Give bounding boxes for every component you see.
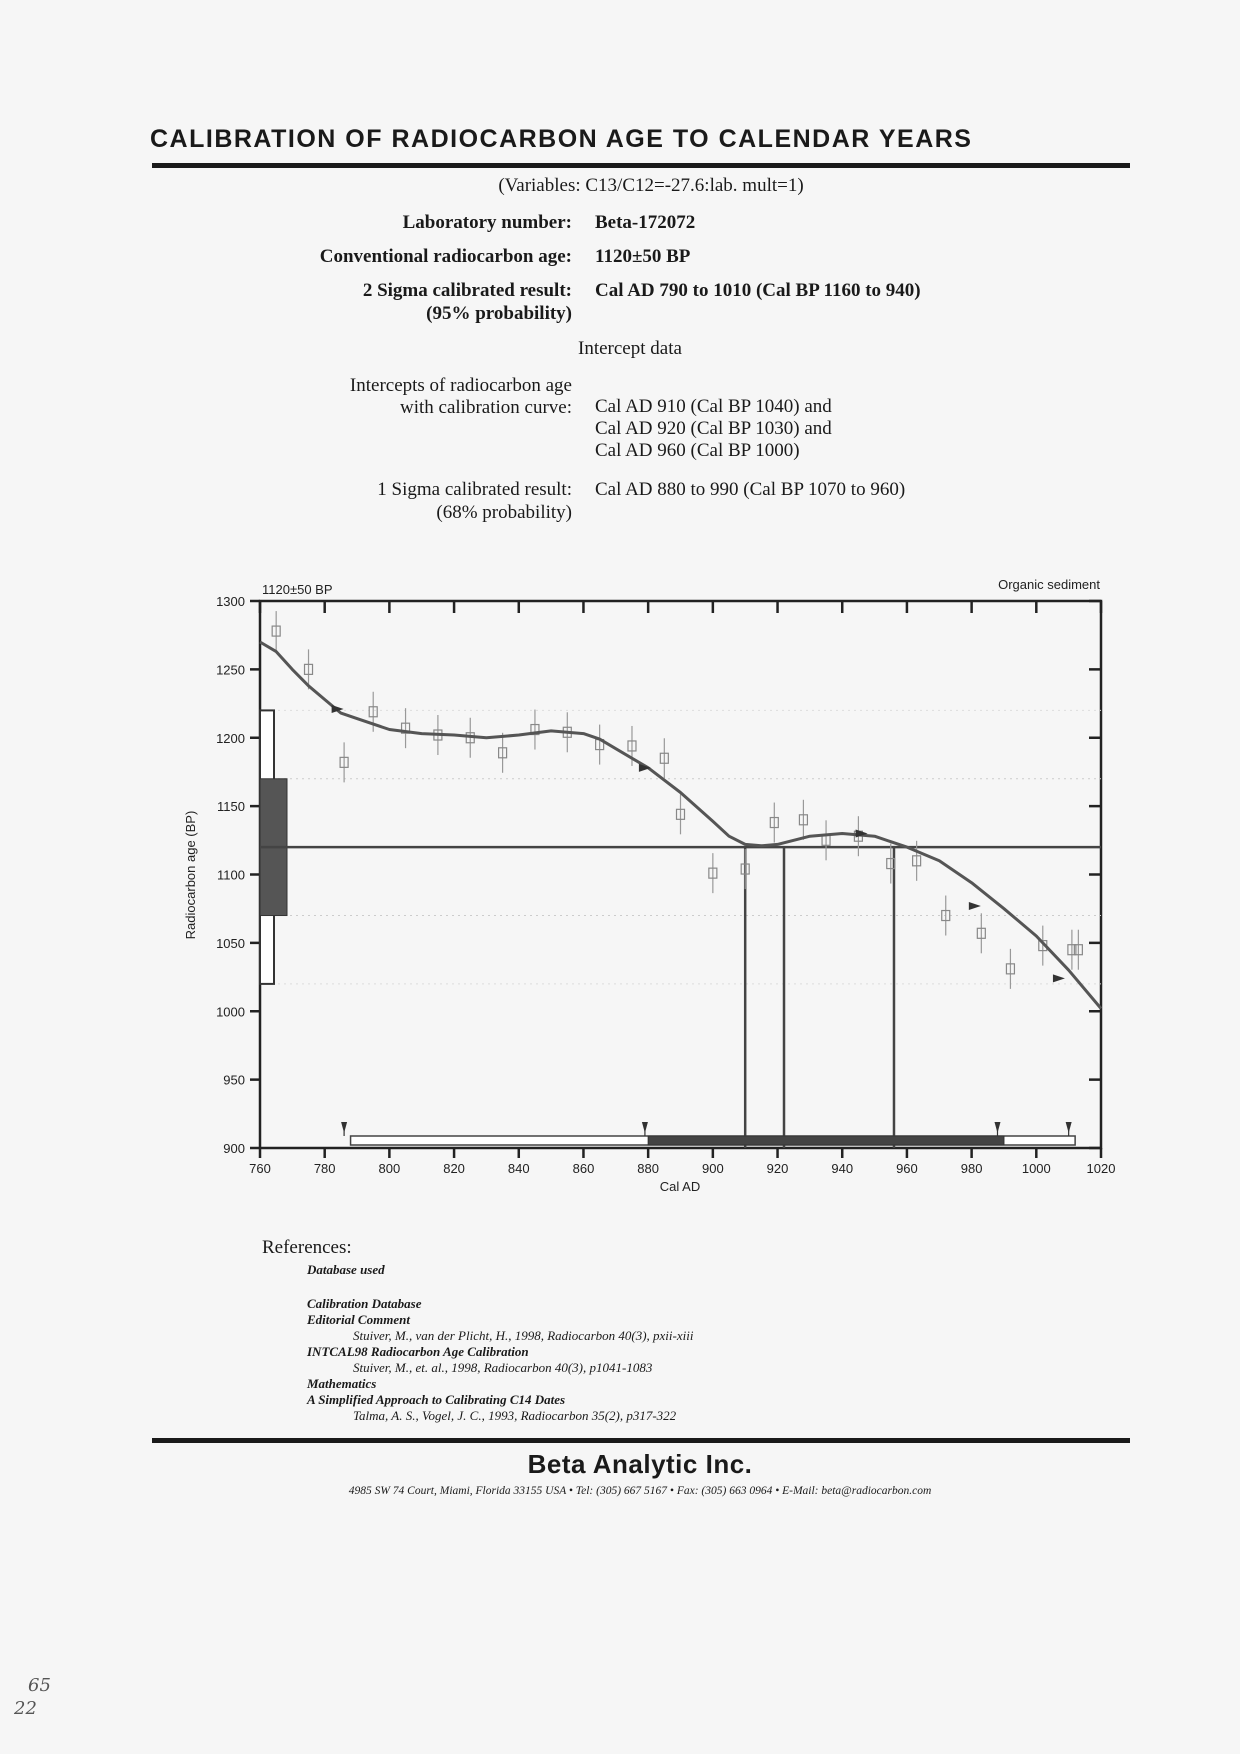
top-left-label: 1120±50 BP (262, 582, 333, 597)
y-tick-label: 1150 (217, 799, 245, 815)
one-sigma-value: Cal AD 880 to 990 (Cal BP 1070 to 960) (595, 479, 906, 500)
intercept-heading: Intercept data (578, 338, 682, 359)
x-tick-label: 840 (507, 1161, 530, 1176)
references-heading: References: (262, 1237, 352, 1258)
intercepts-value-3: Cal AD 960 (Cal BP 1000) (595, 440, 800, 461)
x-tick-label: 780 (313, 1161, 336, 1176)
lab-number-label: Laboratory number: (402, 212, 572, 233)
ref-database-used: Database used (307, 1262, 385, 1277)
page-title: CALIBRATION OF RADIOCARBON AGE TO CALENDAR YEARS (150, 125, 973, 153)
x-tick-label: 800 (378, 1161, 401, 1176)
x-tick-label: 980 (960, 1161, 983, 1176)
y-tick-label: 1250 (216, 662, 245, 678)
one-sigma-prob: (68% probability) (436, 502, 572, 523)
x-tick-label: 940 (831, 1161, 854, 1176)
x-tick-label: 860 (572, 1161, 595, 1176)
x-tick-label: 900 (701, 1161, 724, 1176)
curve-marker (1053, 974, 1065, 982)
x-tick-label: 960 (896, 1161, 918, 1176)
ref-intcal: INTCAL98 Radiocarbon Age Calibration (307, 1344, 529, 1359)
lab-number-value: Beta-172072 (595, 212, 696, 233)
x-tick-label: 880 (637, 1161, 660, 1176)
x-tick-label: 1000 (1021, 1161, 1051, 1176)
x-tick-label: 1020 (1086, 1161, 1116, 1176)
intercepts-value-1: Cal AD 910 (Cal BP 1040) and (595, 396, 832, 417)
ref-math-citation: Talma, A. S., Vogel, J. C., 1993, Radiocarbon 35(2), p317-322 (353, 1408, 677, 1423)
bottom-rule (152, 1438, 1130, 1443)
two-sigma-value: Cal AD 790 to 1010 (Cal BP 1160 to 940) (595, 280, 921, 301)
plot-frame (260, 601, 1101, 1148)
company-address: 4985 SW 74 Court, Miami, Florida 33155 USA • Tel: (305) 667 5167 • Fax: (305) 663 0964 • E-Mail: beta@radiocarbon.com (348, 1485, 932, 1497)
x-axis-label: Cal AD (659, 1179, 701, 1194)
y-axis-label: Radiocarbon age (BP) (183, 810, 198, 940)
x-tick-label: 920 (766, 1161, 789, 1176)
ref-editorial-comment: Editorial Comment (307, 1312, 410, 1327)
two-sigma-label: 2 Sigma calibrated result: (362, 280, 572, 301)
one-sigma-label: 1 Sigma calibrated result: (377, 479, 572, 500)
x-tick-label: 820 (443, 1161, 465, 1176)
handwritten-note-1: 65 (28, 1675, 51, 1696)
y-tick-label: 1000 (216, 1004, 245, 1020)
top-right-label: Organic sediment (998, 577, 1100, 592)
y-tick-label: 950 (223, 1072, 245, 1088)
y-tick-label: 900 (223, 1141, 245, 1156)
ref-intcal-citation: Stuiver, M., et. al., 1998, Radiocarbon 40(3), p1041-1083 (353, 1360, 653, 1375)
one-sigma-range-bar (648, 1136, 1004, 1145)
conv-age-value: 1120±50 BP (595, 246, 691, 267)
y-tick-label: 1300 (216, 594, 245, 609)
conv-age-label: Conventional radiocarbon age: (319, 246, 572, 267)
y-tick-label: 1050 (216, 935, 245, 951)
intercepts-value-2: Cal AD 920 (Cal BP 1030) and (595, 418, 832, 439)
y-tick-label: 1100 (217, 867, 245, 883)
ref-editorial-citation: Stuiver, M., van der Plicht, H., 1998, Radiocarbon 40(3), pxii-xiii (353, 1328, 694, 1343)
ref-math-title: A Simplified Approach to Calibrating C14 Dates (307, 1392, 566, 1407)
intercepts-label-1: Intercepts of radiocarbon age (349, 375, 572, 396)
y-tick-label: 1200 (216, 730, 245, 746)
variables-line: (Variables: C13/C12=-27.6:lab. mult=1) (498, 175, 804, 196)
two-sigma-prob: (95% probability) (426, 303, 572, 324)
ref-mathematics: Mathematics (307, 1376, 377, 1391)
curve-marker (969, 902, 981, 910)
ref-calibration-database: Calibration Database (307, 1296, 422, 1311)
company-name: Beta Analytic Inc. (527, 1449, 753, 1479)
handwritten-note-2: 22 (14, 1698, 37, 1719)
intercepts-label-2: with calibration curve: (400, 397, 572, 418)
x-tick-label: 760 (249, 1161, 271, 1176)
